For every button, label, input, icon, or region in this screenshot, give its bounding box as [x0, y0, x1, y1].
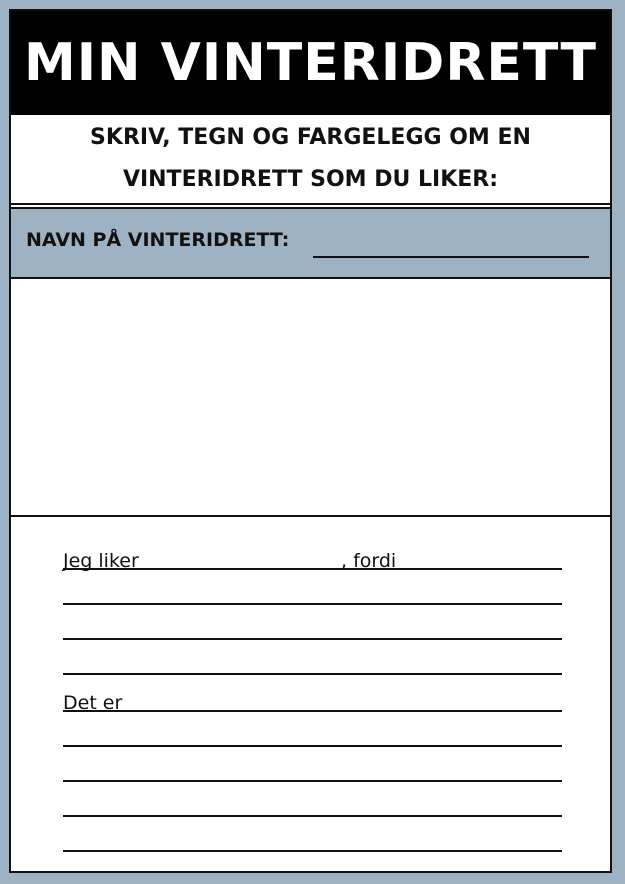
sport-name-band	[11, 207, 610, 279]
write-line-1[interactable]	[63, 568, 562, 570]
prompt-jeg-liker: Jeg liker	[63, 550, 139, 572]
write-line-4[interactable]	[63, 673, 562, 675]
instructions-line-2: VINTERIDRETT SOM DU LIKER:	[122, 167, 499, 192]
sport-name-label: NAVN PÅ VINTERIDRETT:	[26, 229, 290, 251]
write-line-6[interactable]	[63, 745, 562, 747]
page-title: MIN VINTERIDRETT	[23, 33, 598, 93]
title-bar	[11, 11, 610, 115]
write-line-7[interactable]	[63, 780, 562, 782]
instructions-box	[11, 115, 610, 205]
write-line-8[interactable]	[63, 815, 562, 817]
write-line-3[interactable]	[63, 638, 562, 640]
prompt-det-er: Det er	[63, 692, 123, 714]
write-line-5[interactable]	[63, 710, 562, 712]
instructions-line-1: SKRIV, TEGN OG FARGELEGG OM EN	[90, 125, 531, 150]
prompt-fordi: , fordi	[341, 550, 397, 572]
sport-name-write-line[interactable]	[313, 256, 589, 258]
write-line-2[interactable]	[63, 603, 562, 605]
write-line-9[interactable]	[63, 850, 562, 852]
writing-area	[11, 517, 610, 871]
worksheet	[9, 9, 612, 873]
drawing-area[interactable]	[11, 279, 610, 517]
